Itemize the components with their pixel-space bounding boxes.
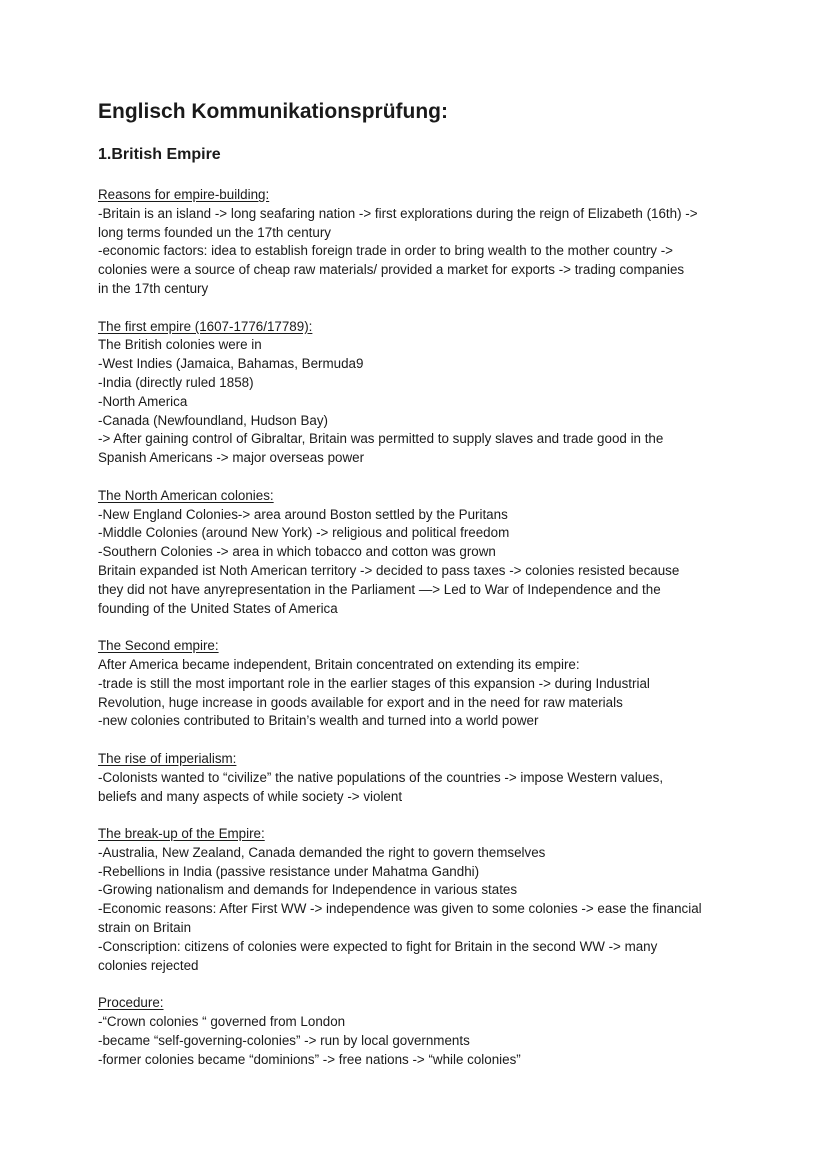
text-line: -Southern Colonies -> area in which tobacco and cotton was grown bbox=[98, 544, 496, 560]
text-line: -North America bbox=[98, 393, 188, 409]
text-line: -former colonies became “dominions” -> free nations -> “while colonies” bbox=[98, 1051, 521, 1067]
text-line: After America became independent, Britain concentrated on extending its empire: bbox=[98, 656, 580, 672]
text-line: -Growing nationalism and demands for Independence in various states bbox=[98, 882, 518, 898]
text-line: -India (directly ruled 1858) bbox=[98, 374, 254, 390]
text-line: -Middle Colonies (around New York) -> religious and political freedom bbox=[98, 525, 510, 541]
text-line: -Britain is an island -> long seafaring nation -> first explorations during the reign of Elizabeth (16th) -> bbox=[98, 205, 698, 221]
section-heading: The first empire (1607-1776/17789): bbox=[98, 318, 313, 334]
notes-section bbox=[98, 750, 748, 806]
text-line: -Rebellions in India (passive resistance under Mahatma Gandhi) bbox=[98, 863, 480, 879]
notes-section bbox=[98, 637, 748, 731]
notes-section bbox=[98, 186, 748, 299]
notes-section bbox=[98, 825, 748, 975]
notes-section bbox=[98, 318, 748, 468]
section-heading: Reasons for empire-building: bbox=[98, 187, 270, 202]
text-line: colonies were a source of cheap raw materials/ provided a market for exports -> trading companies bbox=[98, 262, 685, 278]
text-line: -new colonies contributed to Britain’s wealth and turned into a world power bbox=[98, 713, 539, 729]
text-line: colonies rejected bbox=[98, 957, 199, 973]
notes-section bbox=[98, 487, 748, 619]
text-line: -West Indies (Jamaica, Bahamas, Bermuda9 bbox=[98, 356, 364, 372]
text-line: -> After gaining control of Gibraltar, Britain was permitted to supply slaves and trade good in the bbox=[98, 431, 664, 447]
text-line: -Economic reasons: After First WW -> independence was given to some colonies -> ease the financial bbox=[98, 901, 702, 917]
text-line: -trade is still the most important role in the earlier stages of this expansion -> during Industrial bbox=[98, 675, 650, 691]
text-line: Revolution, huge increase in goods available for export and in the need for raw materials bbox=[98, 694, 623, 710]
text-line: in the 17th century bbox=[98, 280, 209, 296]
text-line: beliefs and many aspects of while society -> violent bbox=[98, 788, 403, 804]
section-heading: The Second empire: bbox=[98, 638, 219, 654]
text-line: -“Crown colonies “ governed from London bbox=[98, 1014, 346, 1030]
text-line: The British colonies were in bbox=[98, 337, 262, 353]
section-heading: The break-up of the Empire: bbox=[98, 826, 265, 842]
notes-section bbox=[98, 994, 748, 1069]
notes-body bbox=[98, 186, 748, 1088]
text-line: Spanish Americans -> major overseas power bbox=[98, 450, 365, 466]
text-line: -New England Colonies-> area around Boston settled by the Puritans bbox=[98, 506, 508, 522]
text-line: -became “self-governing-colonies” -> run by local governments bbox=[98, 1032, 470, 1048]
section-heading: The North American colonies: bbox=[98, 487, 274, 503]
text-line: -Colonists wanted to “civilize” the native populations of the countries -> impose Western values, bbox=[98, 769, 664, 785]
text-line: Britain expanded ist Noth American territory -> decided to pass taxes -> colonies resisted because bbox=[98, 562, 680, 578]
section-heading: The rise of imperialism: bbox=[98, 750, 237, 766]
text-line: -economic factors: idea to establish foreign trade in order to bring wealth to the mother country -> bbox=[98, 243, 673, 259]
text-line: long terms founded un the 17th century bbox=[98, 224, 332, 240]
section-title: 1.British Empire bbox=[98, 146, 221, 163]
section-heading: Procedure: bbox=[98, 995, 164, 1011]
text-line: -Australia, New Zealand, Canada demanded the right to govern themselves bbox=[98, 844, 546, 860]
text-line: -Canada (Newfoundland, Hudson Bay) bbox=[98, 412, 329, 428]
text-line: strain on Britain bbox=[98, 920, 192, 936]
text-line: founding of the United States of America bbox=[98, 600, 338, 616]
text-line: -Conscription: citizens of colonies were expected to fight for Britain in the second WW -> many bbox=[98, 938, 658, 954]
text-line: they did not have anyrepresentation in the Parliament —> Led to War of Independence and the bbox=[98, 581, 661, 597]
document-title: Englisch Kommunikationsprüfung: bbox=[98, 100, 448, 123]
